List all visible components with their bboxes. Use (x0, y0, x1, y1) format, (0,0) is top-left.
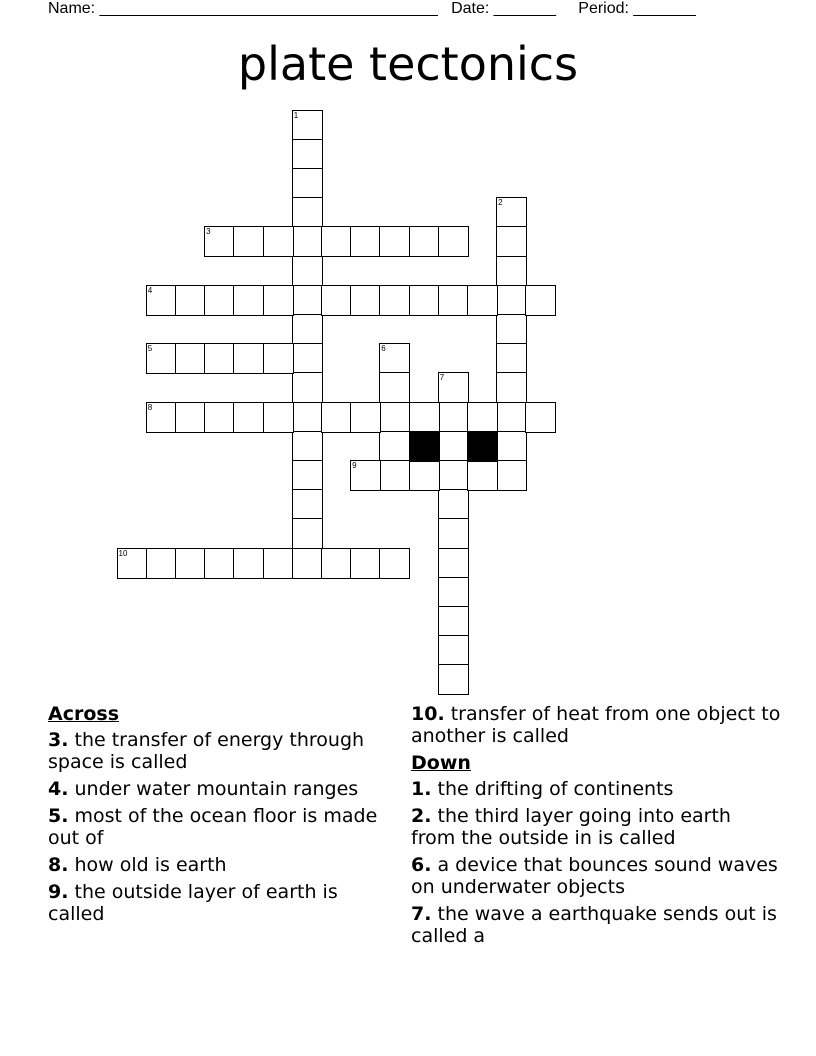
clue-across-10 (411, 703, 781, 747)
grid-cell[interactable] (350, 402, 381, 433)
clue-number: 1. (411, 778, 432, 800)
grid-cell[interactable] (146, 402, 177, 433)
clue-number: 8. (48, 854, 69, 876)
grid-cell[interactable] (350, 460, 381, 491)
grid-cell[interactable] (379, 285, 410, 316)
clue-number-label: 7 (439, 373, 445, 383)
clue-text: the drifting of continents (437, 778, 674, 800)
grid-cell[interactable] (263, 548, 294, 579)
grid-cell[interactable] (438, 402, 469, 433)
grid-cell[interactable] (292, 197, 323, 228)
clue-text: the wave a earthquake sends out is called a (411, 903, 777, 947)
grid-cell[interactable] (292, 226, 323, 257)
grid-cell[interactable] (292, 460, 323, 491)
grid-cell[interactable] (438, 635, 469, 666)
clue-text: a device that bounces sound waves on underwater objects (411, 854, 778, 898)
grid-cell[interactable] (292, 372, 323, 403)
clue-text: how old is earth (74, 854, 227, 876)
grid-cell[interactable] (379, 402, 410, 433)
grid-cell[interactable] (525, 402, 556, 433)
grid-cell[interactable] (292, 314, 323, 345)
grid-cell[interactable] (146, 343, 177, 374)
clue-down-6 (411, 854, 781, 898)
grid-cell[interactable] (292, 402, 323, 433)
grid-cell[interactable] (204, 343, 235, 374)
grid-cell[interactable] (438, 548, 469, 579)
grid-cell[interactable] (379, 343, 410, 374)
grid-cell[interactable] (204, 402, 235, 433)
grid-cell[interactable] (379, 226, 410, 257)
grid-cell[interactable] (233, 343, 264, 374)
date-field-label: Date: _______ (451, 0, 557, 17)
grid-cell[interactable] (438, 226, 469, 257)
clue-number-label: 8 (147, 402, 153, 412)
grid-cell[interactable] (204, 548, 235, 579)
grid-cell[interactable] (233, 285, 264, 316)
grid-cell[interactable] (146, 285, 177, 316)
grid-cell[interactable] (409, 460, 440, 491)
grid-cell[interactable] (409, 226, 440, 257)
clue-number-label: 4 (147, 285, 153, 295)
grid-cell[interactable] (292, 285, 323, 316)
blocked-cell (409, 431, 440, 462)
grid-cell[interactable] (496, 314, 527, 345)
name-field-label: Name: ______________________________________ (48, 0, 438, 17)
clue-across-9 (48, 881, 378, 925)
grid-cell[interactable] (438, 664, 469, 695)
clue-text: under water mountain ranges (74, 778, 359, 800)
grid-cell[interactable] (292, 168, 323, 199)
grid-cell[interactable] (525, 285, 556, 316)
clue-number-label: 2 (498, 198, 503, 208)
clue-number-label: 10 (118, 548, 128, 558)
grid-cell[interactable] (379, 431, 410, 462)
grid-cell[interactable] (379, 460, 410, 491)
grid-cell[interactable] (292, 431, 323, 462)
grid-cell[interactable] (321, 548, 352, 579)
clue-number: 5. (48, 805, 69, 827)
clues-column-left (48, 703, 378, 930)
grid-cell[interactable] (438, 606, 469, 637)
clue-text: transfer of heat from one object to another is called (411, 703, 781, 747)
clue-across-5 (48, 805, 378, 849)
grid-cell[interactable] (292, 343, 323, 374)
blocked-cell (467, 431, 498, 462)
clue-across-3 (48, 729, 378, 773)
grid-cell[interactable] (292, 256, 323, 287)
clue-number: 3. (48, 729, 69, 751)
grid-cell[interactable] (233, 226, 264, 257)
grid-cell[interactable] (438, 518, 469, 549)
clue-text: the transfer of energy through space is called (48, 729, 365, 773)
grid-cell[interactable] (263, 343, 294, 374)
grid-cell[interactable] (496, 343, 527, 374)
grid-cell[interactable] (204, 285, 235, 316)
grid-cell[interactable] (496, 197, 527, 228)
grid-cell[interactable] (321, 285, 352, 316)
clue-number-label: 3 (206, 227, 211, 237)
grid-cell[interactable] (263, 226, 294, 257)
clue-number-label: 9 (352, 460, 357, 470)
clue-number: 7. (411, 903, 432, 925)
clue-down-1 (411, 778, 781, 800)
clue-number-label: 6 (381, 344, 386, 354)
across-heading: Across (48, 703, 120, 725)
grid-cell[interactable] (467, 285, 498, 316)
grid-cell[interactable] (263, 285, 294, 316)
grid-cell[interactable] (496, 402, 527, 433)
grid-cell[interactable] (409, 402, 440, 433)
clue-number: 2. (411, 805, 432, 827)
clue-text: the outside layer of earth is called (48, 881, 338, 925)
clues-column-right (411, 703, 781, 952)
grid-cell[interactable] (350, 226, 381, 257)
grid-cell[interactable] (146, 548, 177, 579)
grid-cell[interactable] (263, 402, 294, 433)
grid-cell[interactable] (233, 548, 264, 579)
grid-cell[interactable] (438, 431, 469, 462)
grid-cell[interactable] (175, 402, 206, 433)
grid-cell[interactable] (175, 285, 206, 316)
grid-cell[interactable] (175, 343, 206, 374)
grid-cell[interactable] (496, 226, 527, 257)
grid-cell[interactable] (292, 548, 323, 579)
grid-cell[interactable] (467, 460, 498, 491)
grid-cell[interactable] (321, 226, 352, 257)
grid-cell[interactable] (292, 518, 323, 549)
clue-text: the third layer going into earth from the outside in is called (411, 805, 731, 849)
clue-number-label: 1 (293, 110, 299, 120)
period-field-label: Period: _______ (578, 0, 696, 17)
clue-number: 4. (48, 778, 69, 800)
grid-cell[interactable] (233, 402, 264, 433)
clue-text: most of the ocean floor is made out of (48, 805, 378, 849)
grid-cell[interactable] (496, 372, 527, 403)
clue-number: 6. (411, 854, 432, 876)
grid-cell[interactable] (438, 285, 469, 316)
grid-cell[interactable] (321, 402, 352, 433)
grid-cell[interactable] (204, 226, 235, 257)
grid-cell[interactable] (438, 460, 469, 491)
grid-cell[interactable] (467, 402, 498, 433)
grid-cell[interactable] (292, 110, 323, 141)
grid-cell[interactable] (379, 372, 410, 403)
down-heading: Down (411, 752, 471, 774)
clue-number: 9. (48, 881, 69, 903)
grid-cell[interactable] (438, 372, 469, 403)
clue-across-8 (48, 854, 378, 876)
grid-cell[interactable] (379, 548, 410, 579)
grid-cell[interactable] (292, 489, 323, 520)
grid-cell[interactable] (117, 548, 148, 579)
grid-cell[interactable] (438, 489, 469, 520)
grid-cell[interactable] (175, 548, 206, 579)
grid-cell[interactable] (496, 256, 527, 287)
grid-cell[interactable] (496, 431, 527, 462)
clue-across-4 (48, 778, 378, 800)
clue-down-2 (411, 805, 781, 849)
grid-cell[interactable] (292, 139, 323, 170)
grid-cell[interactable] (496, 460, 527, 491)
grid-cell[interactable] (409, 285, 440, 316)
grid-cell[interactable] (350, 548, 381, 579)
clue-number-label: 5 (147, 344, 153, 354)
page-title: plate tectonics (237, 37, 579, 91)
grid-cell[interactable] (496, 285, 527, 316)
grid-cell[interactable] (350, 285, 381, 316)
grid-cell[interactable] (438, 577, 469, 608)
clue-number: 10. (411, 703, 445, 725)
clue-down-7 (411, 903, 781, 947)
